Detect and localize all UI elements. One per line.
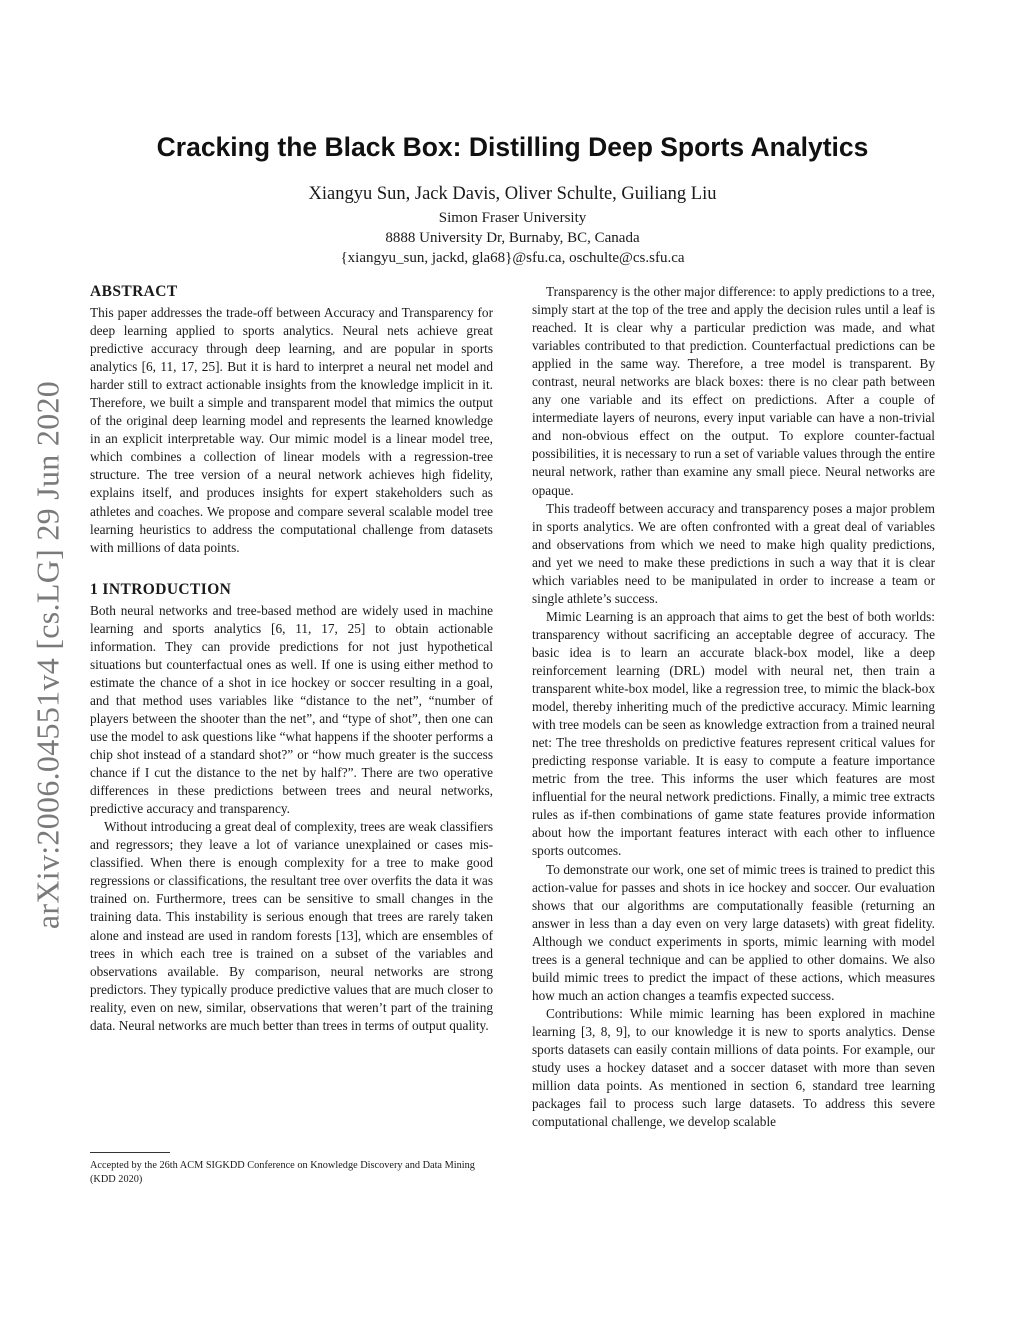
footnote (90, 1152, 495, 1186)
intro-paragraph-6: To demonstrate our work, one set of mimic trees is trained to predict this action-value for passes and shots in ice hockey and soccer. Our evaluation shows that our algorithms are computationally feasible (returning an answer in less than a day even on very large datasets) with great fidelity. Although we conduct experiments in sports, mimic learning with model trees is a general technique and can be applied to other domains. We also build mimic trees to predict the impact of these actions, which measures how much an action changes a teamfis expected success. (532, 861, 935, 1003)
footnote-text: Accepted by the 26th ACM SIGKDD Conference on Knowledge Discovery and Data Mining (KDD 2020) (90, 1160, 475, 1185)
abstract-heading: ABSTRACT (90, 283, 178, 300)
abstract-text: This paper addresses the trade-off between Accuracy and Transparency for deep learning applied to sports analytics. Neural nets achieve great predictive accuracy through deep learning, and are popular in sports analytics [6, 11, 17, 25]. But it is hard to interpret a neural net model and harder still to extract actionable insights from the knowledge implicit in it. Therefore, we built a simple and transparent model that mimics the output of the original deep learning model and represents the learned knowledge in an explicit interpretable way. Our mimic model is a linear model tree, which combines a collection of linear models with a regression-tree structure. The tree version of a neural network achieves high fidelity, explains itself, and produces insights for expert stakeholders such as athletes and coaches. We propose and compare several scalable model tree learning heuristics to address the computational challenge from datasets with millions of data points. (90, 305, 493, 555)
intro-paragraph-7: Contributions: While mimic learning has been explored in machine learning [3, 8, 9], to our knowledge it is new to sports analytics. Dense sports datasets can easily contain millions of data points. For example, our study uses a hockey dataset and a soccer dataset with more than seven million data points. As mentioned in section 6, standard tree learning packages fail to process such large datasets. To address this severe computational challenge, we develop scalable (532, 1005, 935, 1130)
arxiv-identifier-text: arXiv:2006.04551v4 [cs.LG] 29 Jun 2020 (29, 380, 66, 930)
affiliation-address: 8888 University Dr, Burnaby, BC, Canada (385, 230, 640, 246)
right-column (532, 283, 935, 1131)
affiliation-institution: Simon Fraser University (438, 210, 587, 226)
intro-paragraph-1: Both neural networks and tree-based method are widely used in machine learning and sports analytics [6, 11, 17, 25] to obtain actionable information. They can provide predictions for not just hypothetical situations but counterfactual ones as well. If one is using either method to estimate the chance of a shot in ice hockey or soccer resulting in a goal, and that method uses variables like “distance to the net”, “number of players between the shooter than the net”, and “type of shot”, then one can use the model to ask questions like “what happens if the shooter performs a chip shot instead of a standard shot?” or “how much greater is the success chance if I cut the distance to the net by half?”. There are two operative differences in these predictions between trees and neural networks, predictive accuracy and transparency. (90, 602, 493, 817)
paper-title: Cracking the Black Box: Distilling Deep Sports Analytics (156, 132, 869, 162)
introduction-heading: 1 INTRODUCTION (90, 580, 232, 598)
author-list: Xiangyu Sun, Jack Davis, Oliver Schulte, Guiliang Liu (308, 184, 717, 204)
intro-paragraph-4: This tradeoff between accuracy and transparency poses a major problem in sports analytics. We are often confronted with a great deal of variables and observations from which we need to make high quality predictions, and yet we need to make these predictions in such a way that it is clear which variables need to be manipulated in order to increase a team or single athlete’s success. (532, 500, 935, 606)
author-emails: {xiangyu_sun, jackd, gla68}@sfu.ca, oschulte@cs.sfu.ca (340, 250, 685, 266)
left-column (90, 282, 493, 1035)
intro-paragraph-3: Transparency is the other major difference: to apply predictions to a tree, simply start at the top of the tree and apply the decision rules until a leaf is reached. It is clear why a particular prediction was made, and what variables contributed to that prediction. Counterfactual predictions can be applied in the same way. Therefore, a tree model is transparent. By contrast, neural networks are black boxes: there is no clear path between any one variable and its effect on predictions. After a couple of intermediate layers of neurons, every input variable can have a non-trivial and non-obvious effect on the output. To explore counter-factual possibilities, it is necessary to run a set of variable values through the entire neural network, rather than examine any small piece. Neural networks are opaque. (532, 284, 935, 498)
intro-paragraph-2: Without introducing a great deal of complexity, trees are weak classifiers and regressors; they leave a lot of variance unexplained or cases mis-classified. When there is enough complexity for a tree to make good regressions or classifications, the resultant tree over overfits the data it was trained on. Furthermore, trees can be sensitive to small changes in the training data. This instability is serious enough that trees are rarely taken alone and instead are used in random forests [13], which are ensembles of trees in which each tree is trained on a subset of the variables and observations available. By comparison, neural networks are strong predictors. They typically produce predictive values that are much closer to reality, even on new, similar, observations that weren’t part of the training data. Neural networks are much better than trees in terms of output quality. (90, 819, 493, 1033)
intro-paragraph-5: Mimic Learning is an approach that aims to get the best of both worlds: transparency without sacrificing an acceptable degree of accuracy. The basic idea is to learn an accurate black-box model, like a deep reinforcement learning (DRL) model with neural net, then train a transparent white-box model, like a regression tree, to mimic the black-box model, thereby inheriting much of the predictive accuracy. Mimic learning with tree models can be seen as knowledge extraction from a trained neural net: The tree thresholds on predictive features represent critical values for predicting response variable. It is easy to compute a feature importance metric from the tree. This informs the user which features are most influential for the neural network predictions. Finally, a mimic tree extracts rules as if-then combinations of game state features provide information about how the important features interact with each other to influence sports outcomes. (532, 608, 935, 859)
